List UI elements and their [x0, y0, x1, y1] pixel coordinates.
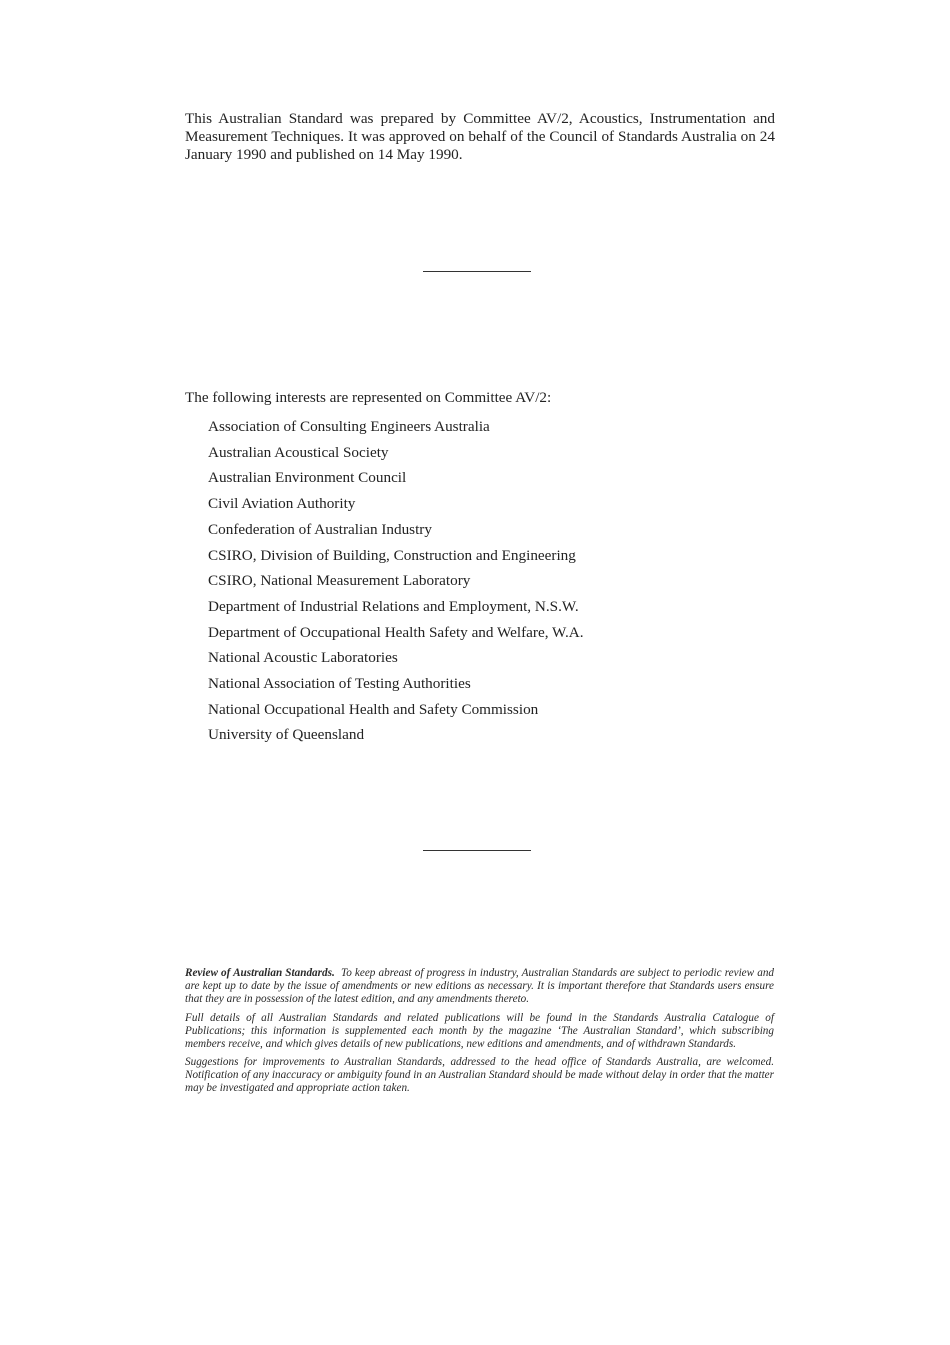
committee-heading: The following interests are represented on Committee AV/2:: [185, 389, 552, 406]
committee-member-list: [185, 414, 785, 748]
committee-section: [185, 389, 785, 748]
committee-member: Department of Occupational Health Safety and Welfare, W.A.: [208, 623, 584, 641]
committee-member: National Occupational Health and Safety Commission: [208, 700, 539, 718]
committee-member: Civil Aviation Authority: [208, 495, 356, 513]
standards-notes: [185, 967, 774, 1101]
committee-member: CSIRO, National Measurement Laboratory: [208, 572, 471, 590]
review-note-body: To keep abreast of progress in industry, Australian Standards are subject to periodic review and are kept up to date by the issue of amendments or new editions as necessary. It is important therefore that Standards users ensure that they are in possession of the latest edition, and any amendments thereto.: [185, 967, 775, 1005]
review-note: [185, 967, 774, 1006]
approval-statement: This Australian Standard was prepared by Committee AV/2, Acoustics, Instrumentation and Measurement Techniques. It was approved on behalf of the Council of Standards Australia on 24 January 1990 and published on 14 May 1990.: [185, 110, 775, 163]
committee-member: Confederation of Australian Industry: [208, 520, 432, 538]
section-divider-bottom: [423, 850, 531, 851]
committee-member: CSIRO, Division of Building, Construction and Engineering: [208, 546, 576, 564]
suggestions-note: Suggestions for improvements to Australian Standards, addressed to the head office of Standards Australia, are welcomed. Notification of any inaccuracy or ambiguity found in an Australian Standard should be made without delay in order that the matter may be investigated and appropriate action taken.: [185, 1056, 774, 1095]
section-divider-top: [423, 271, 531, 272]
catalogue-note: Full details of all Australian Standards and related publications will be found in the Standards Australia Catalogue of Publications; this information is supplemented each month by the magazine ‘The Australian Standard’, which subscribing members receive, and which gives details of new publications, new editions and amendments, and of withdrawn Standards.: [185, 1011, 774, 1050]
committee-member: Association of Consulting Engineers Australia: [208, 418, 490, 435]
committee-member: Australian Acoustical Society: [208, 443, 389, 461]
committee-member: University of Queensland: [208, 726, 365, 744]
review-note-lead: Review of Australian Standards.: [185, 967, 335, 979]
committee-member: Australian Environment Council: [208, 469, 407, 487]
committee-member: National Association of Testing Authorities: [208, 675, 471, 693]
committee-member: National Acoustic Laboratories: [208, 649, 398, 667]
committee-member: Department of Industrial Relations and Employment, N.S.W.: [208, 597, 579, 615]
